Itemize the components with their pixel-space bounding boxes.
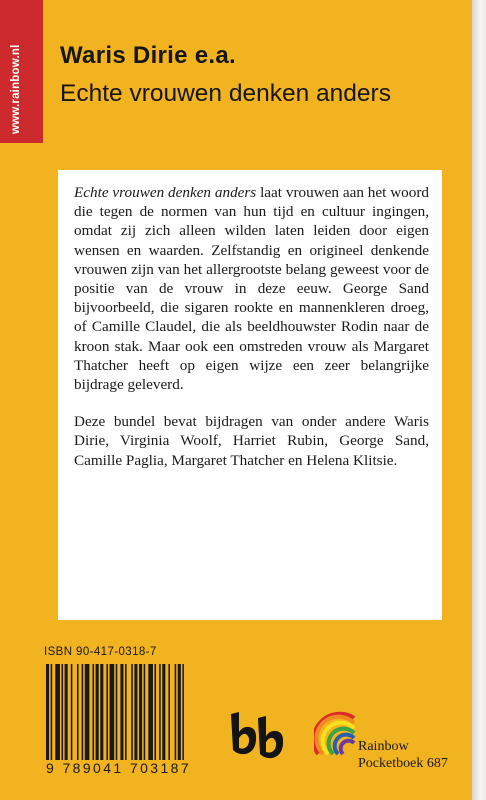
barcode-bar xyxy=(168,664,170,760)
blurb-paragraph-1 xyxy=(74,183,429,394)
blurb-book-title: Echte vrouwen denken anders xyxy=(74,184,257,201)
barcode-bar xyxy=(71,664,73,760)
series-name: Rainbow xyxy=(358,739,409,754)
barcode-bar xyxy=(93,664,95,760)
series-number: Pocketboek 687 xyxy=(358,756,448,771)
page-edge xyxy=(472,0,486,800)
barcode-digits: 9 789041 703187 xyxy=(44,760,218,776)
barcode-bar xyxy=(110,664,115,760)
blurb-text xyxy=(74,183,429,488)
blurb-paragraph-2: Deze bundel bevat bijdragen van onder andere Waris Dirie, Virginia Woolf, Harriet Rubin, George Sand, Camille Paglia, Margaret Thatcher en Helena Klitsie. xyxy=(74,413,429,469)
barcode-bar xyxy=(85,664,90,760)
blurb-paragraph-1-body: laat vrouwen aan het woord die tegen de normen van hun tijd en cultuur ingingen, omdat zij zich alleen wilden laten leiden door eigen wensen en waarden. Zelfstandig en origineel denkende vrouwen zijn van het allergrootste belang geweest voor de positie van de vrouw in deze eeuw. George Sand bijvoorbeeld, die sigaren rookte en mannenkleren droeg, of Camille Claudel, die als beeldhouwster Rodin naar de kroon stak. Maar ook een omstreden vrouw als Margaret Thatcher heeft op eigen wijze een zeer belangrijke bijdrage geleverd. xyxy=(74,184,430,394)
barcode-bar xyxy=(148,664,153,760)
barcode-bar xyxy=(51,664,53,760)
barcode-bar xyxy=(125,664,127,760)
barcode-bar xyxy=(182,664,184,760)
barcode-bar xyxy=(96,664,99,760)
barcode-bar xyxy=(55,664,60,760)
barcode-bar xyxy=(159,664,161,760)
isbn-number: ISBN 90-417-0318-7 xyxy=(44,646,157,658)
barcode-bar xyxy=(116,664,118,760)
barcode-bar xyxy=(155,664,157,760)
barcode-bar xyxy=(131,664,133,760)
barcode-bar xyxy=(134,664,137,760)
barcode-bar xyxy=(82,664,84,760)
publisher-logo xyxy=(225,712,285,762)
rainbow-logo xyxy=(314,710,356,756)
barcode-bar xyxy=(162,664,165,760)
barcode-bar xyxy=(120,664,123,760)
barcode-bar xyxy=(100,664,103,760)
author-name: Waris Dirie e.a. xyxy=(60,42,236,69)
barcode-bar xyxy=(139,664,142,760)
book-title: Echte vrouwen denken anders xyxy=(60,80,391,107)
barcode-bar xyxy=(46,664,49,760)
barcode-bar xyxy=(106,664,108,760)
barcode-bars xyxy=(44,660,240,760)
barcode-bar xyxy=(65,664,68,760)
barcode-bar xyxy=(62,664,64,760)
barcode-bar xyxy=(178,664,181,760)
publisher-url: www.rainbow.nl xyxy=(10,44,22,134)
barcode-bar xyxy=(175,664,177,760)
barcode-bar xyxy=(77,664,79,760)
barcode-bar xyxy=(144,664,146,760)
series-info xyxy=(358,738,468,772)
